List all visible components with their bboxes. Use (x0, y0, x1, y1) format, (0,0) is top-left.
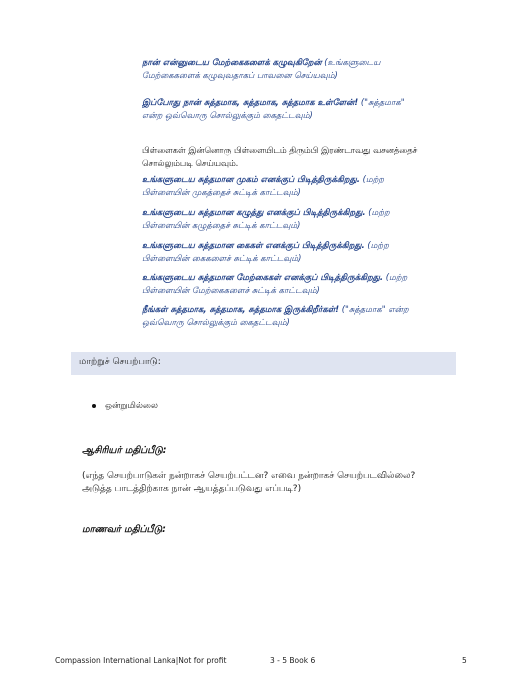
paragraph-5 (142, 206, 456, 233)
paragraph-1 (142, 56, 456, 83)
paragraph-7-italic-line2: பிள்ளையின் மேற்கைகளைச் சுட்டிக் காட்டவும்) (142, 285, 320, 296)
paragraph-4-bold: உங்களுடைய சுத்தமான முகம் எனக்குப் பிடித்திருக்கிறது. (142, 174, 360, 184)
paragraph-3-line1: பிள்ளைகள் இன்னொரு பிள்ளையிடம் திரும்பி இரண்டாவது வசனத்தைச் (142, 145, 418, 155)
paragraph-6-italic: (மற்ற (364, 240, 389, 250)
paragraph-6 (142, 239, 456, 266)
bullet-text: ஒன்றுமில்லை (105, 401, 158, 411)
student-evaluation-heading: மாணவர் மதிப்பீடு: (82, 524, 166, 535)
paragraph-6-italic-line2: பிள்ளையின் கைகளைச் சுட்டிக் காட்டவும்) (142, 253, 302, 264)
paragraph-6-bold: உங்களுடைய சுத்தமான கைகள் எனக்குப் பிடித்திருக்கிறது. (142, 240, 365, 250)
bullet-icon (92, 404, 96, 408)
paragraph-8-bold: நீங்கள் சுத்தமாக, சுத்தமாக, சுத்தமாக இருக்கிறீர்கள்! (142, 304, 340, 314)
teacher-evaluation-note (82, 470, 462, 496)
paragraph-8 (142, 303, 456, 330)
paragraph-2-italic: ("சுத்தமாக" (358, 97, 405, 107)
teacher-evaluation-heading: ஆசிரியர் மதிப்பீடு: (82, 445, 167, 456)
paragraph-3-line2: சொல்லும்படி செய்யவும். (142, 158, 239, 169)
paragraph-1-italic: (உங்களுடைய (321, 57, 381, 67)
paragraph-3 (142, 144, 456, 171)
footer-organization: Compassion International Lanka|Not for profit (55, 656, 227, 665)
paragraph-2-bold: இப்போது நான் சுத்தமாக, சுத்தமாக, சுத்தமாக உள்ளேன்! (142, 97, 359, 107)
bullet-list-item (92, 401, 158, 412)
paragraph-2-italic-line2: என்ற ஒவ்வொரு சொல்லுக்கும் கைதட்டவும்) (142, 110, 313, 121)
paragraph-2 (142, 96, 456, 123)
footer-book: 3 - 5 Book 6 (270, 656, 316, 665)
paragraph-7-italic: (மற்ற (383, 272, 408, 282)
teacher-note-line1: (எந்த செயற்பாடுகள் நன்றாகச் செயற்பட்டன? எவை நன்றாகச் செயற்படவில்லை? (82, 471, 416, 481)
paragraph-8-italic-line2: ஒவ்வொரு சொல்லுக்கும் கைதட்டவும்) (142, 317, 290, 328)
alternative-activity-bar (71, 352, 456, 375)
section-title: மாற்றுச் செயற்பாடு: (79, 357, 161, 367)
teacher-note-line2: அடுத்த பாடத்திற்காக நான் ஆயத்தப்படுவது எப்படி?) (82, 484, 302, 494)
paragraph-4-italic-line2: பிள்ளையின் முகத்தைச் சுட்டிக் காட்டவும்) (142, 187, 301, 198)
paragraph-5-bold: உங்களுடைய சுத்தமான கழுத்து எனக்குப் பிடித்திருக்கிறது. (142, 207, 366, 217)
paragraph-4-italic: (மற்ற (359, 174, 384, 184)
paragraph-5-italic: (மற்ற (365, 207, 390, 217)
page-number: 5 (462, 656, 467, 665)
paragraph-7 (142, 271, 456, 298)
paragraph-1-bold: நான் என்னுடைய மேற்கைகளைக் கழுவுகிறேன் (142, 57, 322, 67)
paragraph-8-italic: ("சுத்தமாக" என்ற (339, 304, 409, 314)
paragraph-5-italic-line2: பிள்ளையின் கழுத்தைச் சுட்டிக் காட்டவும்) (142, 220, 301, 231)
paragraph-4 (142, 173, 456, 200)
paragraph-7-bold: உங்களுடைய சுத்தமான மேற்கைகள் எனக்குப் பிடித்திருக்கிறது. (142, 272, 384, 282)
paragraph-1-italic-line2: மேற்கைகளைக் கழுவுவதாகப் பாவனை செய்யவும்) (142, 70, 338, 81)
